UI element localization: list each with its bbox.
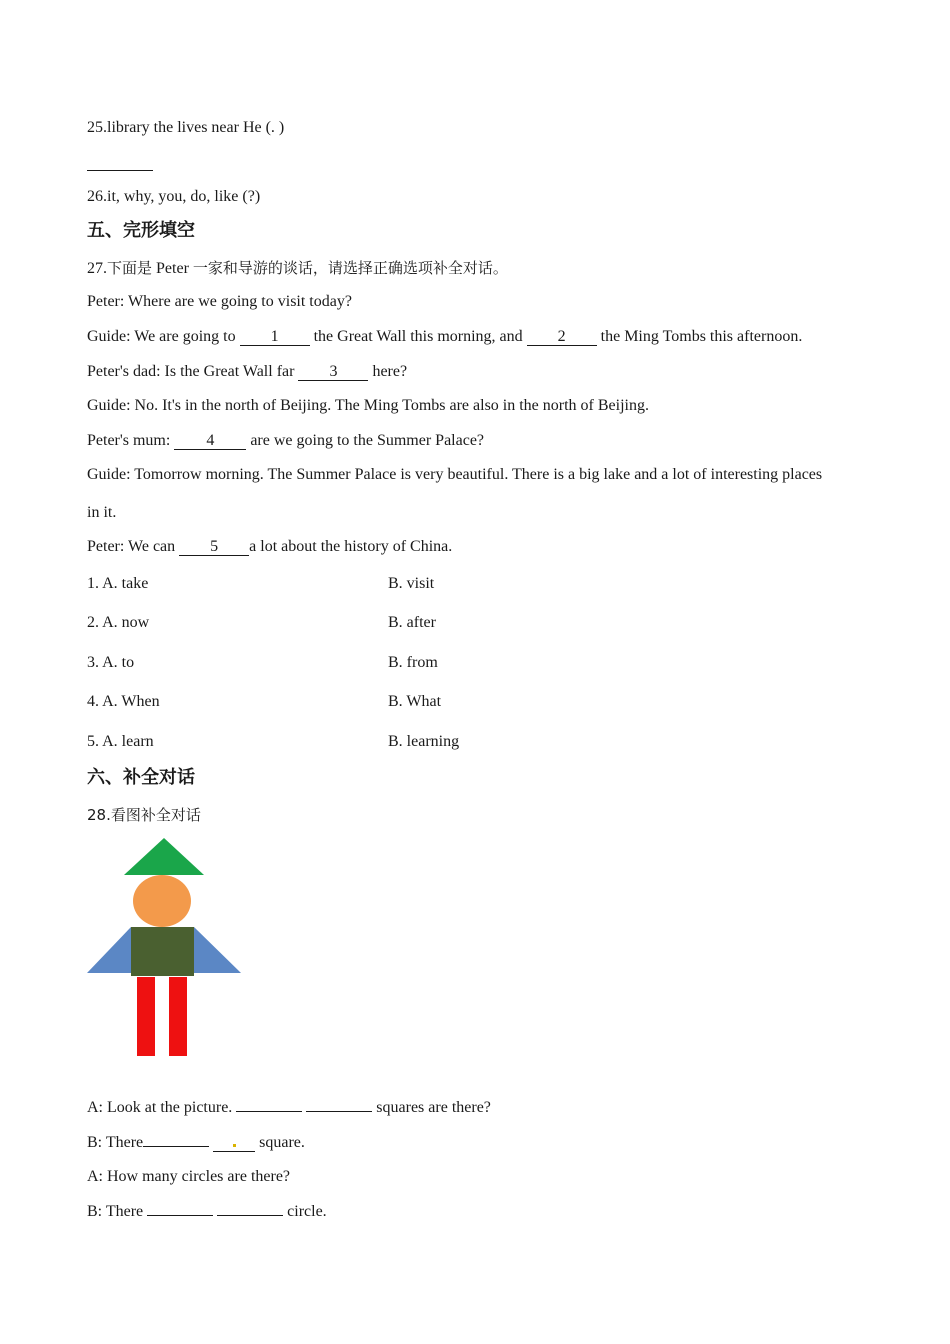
option-2-b[interactable]: B. after bbox=[388, 614, 436, 631]
left-leg-rectangle bbox=[137, 977, 155, 1056]
blank-28-3[interactable] bbox=[143, 1146, 209, 1147]
green-triangle bbox=[124, 838, 204, 875]
question-28-title: 28.看图补全对话 bbox=[87, 806, 201, 824]
dialog-line-1: Peter: Where are we going to visit today? bbox=[87, 293, 352, 310]
dialog-line-6: Guide: Tomorrow morning. The Summer Palace is very beautiful. There is a big lake and a lot of interesting places bbox=[87, 466, 823, 483]
dialog-28-line-3: A: How many circles are there? bbox=[87, 1168, 291, 1185]
dialog-line-5: Peter's mum: 4 are we going to the Summer Palace? bbox=[87, 432, 485, 449]
question-25: 25.library the lives near He (. ) bbox=[87, 119, 285, 136]
option-3-a[interactable]: 3. A. to bbox=[87, 654, 135, 671]
blank-4[interactable]: 4 bbox=[174, 433, 246, 450]
right-wing-triangle bbox=[194, 927, 241, 973]
dialog-line-4: Guide: No. It's in the north of Beijing. The Ming Tombs are also in the north of Beijing. bbox=[87, 397, 649, 414]
dialog-28-line-4: B: There circle. bbox=[87, 1203, 327, 1220]
blank-2[interactable]: 2 bbox=[527, 329, 597, 346]
olive-square bbox=[131, 927, 194, 976]
dialog-line-2: Guide: We are going to 1 the Great Wall this morning, and 2 the Ming Tombs this afternoon. bbox=[87, 328, 803, 345]
option-4-a[interactable]: 4. A. When bbox=[87, 693, 160, 710]
dialog-line-6-cont: in it. bbox=[87, 504, 117, 521]
option-5-b[interactable]: B. learning bbox=[388, 733, 460, 750]
blank-5[interactable]: 5 bbox=[179, 539, 249, 556]
blank-28-5[interactable] bbox=[147, 1215, 213, 1216]
blank-3[interactable]: 3 bbox=[298, 364, 368, 381]
blank-28-4[interactable] bbox=[213, 1135, 255, 1152]
dialog-28-line-2: B: There square. bbox=[87, 1134, 305, 1151]
question-27-intro: 27.下面是 Peter 一家和导游的谈话，请选择正确选项补全对话。 bbox=[87, 259, 508, 277]
option-1-b[interactable]: B. visit bbox=[388, 575, 435, 592]
right-leg-rectangle bbox=[169, 977, 187, 1056]
dialog-line-3: Peter's dad: Is the Great Wall far 3 here? bbox=[87, 363, 408, 380]
blank-28-1[interactable] bbox=[236, 1111, 302, 1112]
option-1-a[interactable]: 1. A. take bbox=[87, 575, 149, 592]
option-2-a[interactable]: 2. A. now bbox=[87, 614, 150, 631]
dialog-28-line-1: A: Look at the picture. squares are there? bbox=[87, 1099, 491, 1116]
shape-figure-svg bbox=[84, 836, 244, 1061]
question-26: 26.it, why, you, do, like (?) bbox=[87, 188, 261, 205]
option-3-b[interactable]: B. from bbox=[388, 654, 438, 671]
answer-blank-25[interactable] bbox=[87, 170, 153, 171]
blank-1[interactable]: 1 bbox=[240, 329, 310, 346]
option-5-a[interactable]: 5. A. learn bbox=[87, 733, 154, 750]
left-wing-triangle bbox=[87, 927, 131, 973]
mark-dot bbox=[233, 1144, 236, 1147]
section-6-title: 六、补全对话 bbox=[87, 767, 195, 788]
option-4-b[interactable]: B. What bbox=[388, 693, 442, 710]
dialog-line-7: Peter: We can 5 a lot about the history of China. bbox=[87, 538, 453, 555]
section-5-title: 五、完形填空 bbox=[87, 220, 195, 241]
shape-figure bbox=[84, 836, 244, 1066]
blank-28-6[interactable] bbox=[217, 1215, 283, 1216]
blank-28-2[interactable] bbox=[306, 1111, 372, 1112]
orange-circle bbox=[133, 875, 191, 927]
